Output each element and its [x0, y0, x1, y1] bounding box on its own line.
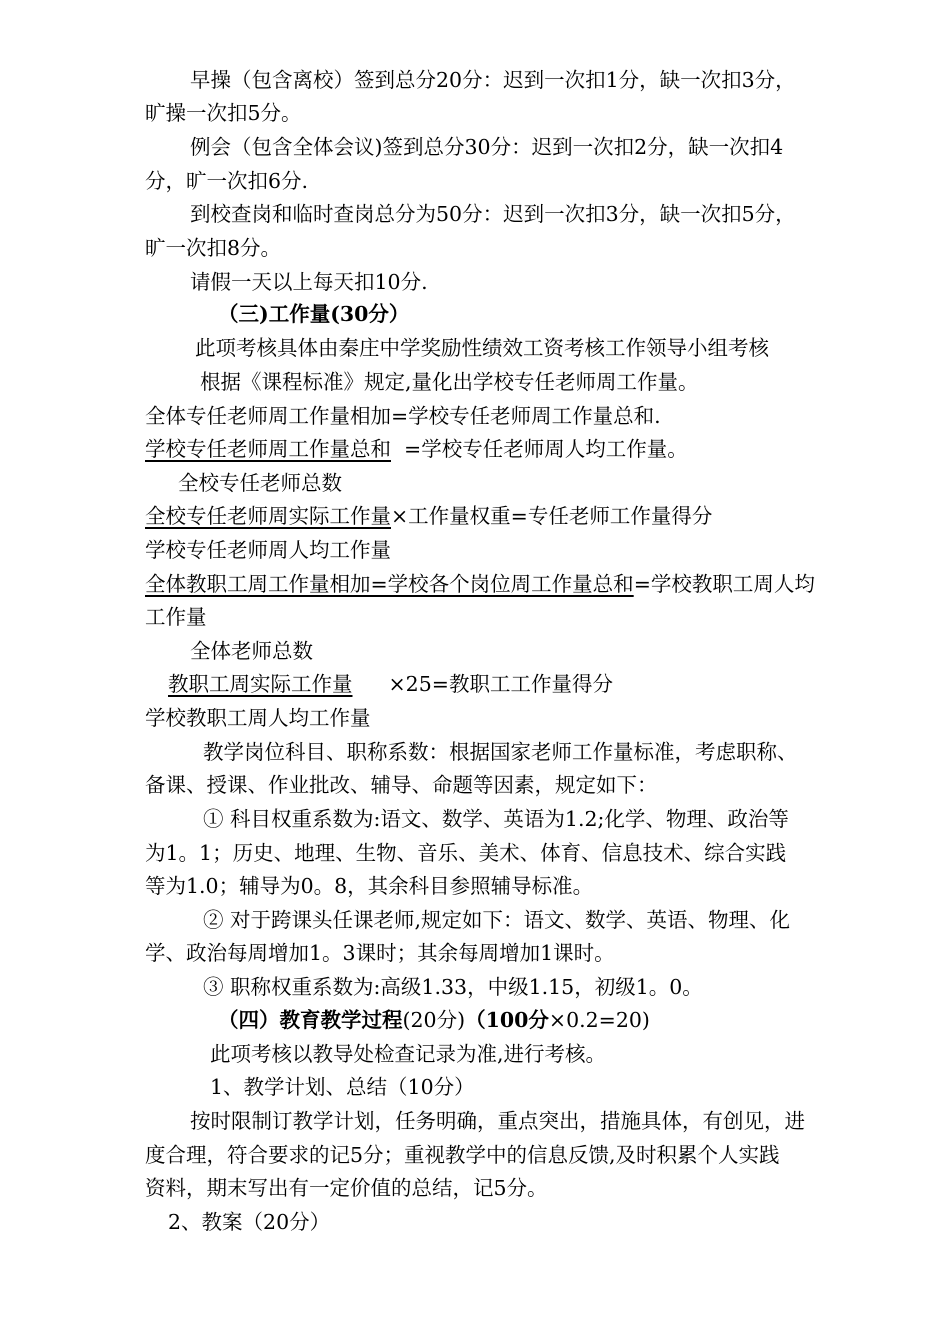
formula-denominator: 全体老师总数	[190, 639, 313, 663]
section-heading-workload: （三)工作量(30分）	[218, 302, 410, 326]
heading-score: (20分)	[402, 1008, 466, 1032]
formula-line	[145, 569, 815, 599]
text-line: 分，旷一次扣6分.	[145, 169, 309, 193]
formula-result: =学校教职工周人均	[633, 572, 815, 596]
text-line: ② 对于跨课头任课老师,规定如下：语文、数学、英语、物理、化	[203, 908, 791, 932]
heading-title: （四）教育教学过程	[218, 1008, 403, 1032]
text-line: ① 科目权重系数为:语文、数学、英语为1.2;化学、物理、政治等	[203, 807, 789, 831]
formula-result: ×25=教职工工作量得分	[388, 672, 613, 696]
text-line: 例会（包含全体会议)签到总分30分：迟到一次扣2分，缺一次扣4	[190, 135, 784, 159]
text-line: 等为1.0；辅导为0。8，其余科目参照辅导标准。	[145, 874, 594, 898]
text-line: 此项考核以教导处检查记录为准,进行考核。	[210, 1042, 607, 1066]
formula-numerator: 全体教职工周工作量相加=学校各个岗位周工作量总和	[145, 572, 634, 596]
formula-result: ×工作量权重=专任老师工作量得分	[391, 504, 713, 528]
text-line: 教学岗位科目、职称系数：根据国家老师工作量标准，考虑职称、	[203, 740, 798, 764]
formula-result: =学校专任老师周人均工作量。	[391, 437, 688, 461]
formula-numerator: 学校专任老师周工作量总和	[145, 437, 391, 461]
text-line: 请假一天以上每天扣10分.	[190, 270, 428, 294]
text-line: 备课、授课、作业批改、辅导、命题等因素，规定如下：	[145, 773, 658, 797]
section-heading-teaching-process	[218, 1005, 650, 1035]
item-title: 2、教案（20分）	[168, 1210, 331, 1234]
formula-numerator: 教职工周实际工作量	[168, 672, 353, 696]
text-line: 工作量	[145, 605, 207, 629]
formula-line	[145, 501, 712, 531]
text-line: 旷一次扣8分。	[145, 236, 282, 260]
text-line: 早操（包含离校）签到总分20分：迟到一次扣1分，缺一次扣3分，	[190, 68, 796, 92]
text-line: 度合理，符合要求的记5分；重视教学中的信息反馈,及时积累个人实践	[145, 1143, 780, 1167]
text-line: 全体专任老师周工作量相加=学校专任老师周工作量总和.	[145, 404, 661, 428]
heading-total: （100分	[465, 1008, 549, 1032]
text-line: 资料，期末写出有一定价值的总结，记5分。	[145, 1176, 548, 1200]
heading-formula: ×0.2=20)	[548, 1008, 650, 1032]
text-line: 旷操一次扣5分。	[145, 101, 302, 125]
formula-denominator: 全校专任老师总数	[178, 471, 342, 495]
formula-numerator: 全校专任老师周实际工作量	[145, 504, 391, 528]
text-line: 为1。1；历史、地理、生物、音乐、美术、体育、信息技术、综合实践	[145, 841, 787, 865]
text-line: 按时限制订教学计划，任务明确，重点突出，措施具体，有创见，进	[190, 1109, 805, 1133]
formula-line	[145, 434, 688, 464]
text-line: 根据《课程标准》规定,量化出学校专任老师周工作量。	[200, 370, 699, 394]
item-title: 1、教学计划、总结（10分）	[210, 1075, 475, 1099]
formula-denominator: 学校专任老师周人均工作量	[145, 538, 391, 562]
formula-denominator: 学校教职工周人均工作量	[145, 706, 371, 730]
text-line: ③ 职称权重系数为:高级1.33，中级1.15，初级1。0。	[203, 975, 703, 999]
text-line: 此项考核具体由秦庄中学奖励性绩效工资考核工作领导小组考核	[195, 336, 769, 360]
text-line: 到校查岗和临时查岗总分为50分：迟到一次扣3分，缺一次扣5分，	[190, 202, 796, 226]
text-line: 学、政治每周增加1。3课时；其余每周增加1课时。	[145, 941, 615, 965]
formula-line	[168, 669, 613, 699]
